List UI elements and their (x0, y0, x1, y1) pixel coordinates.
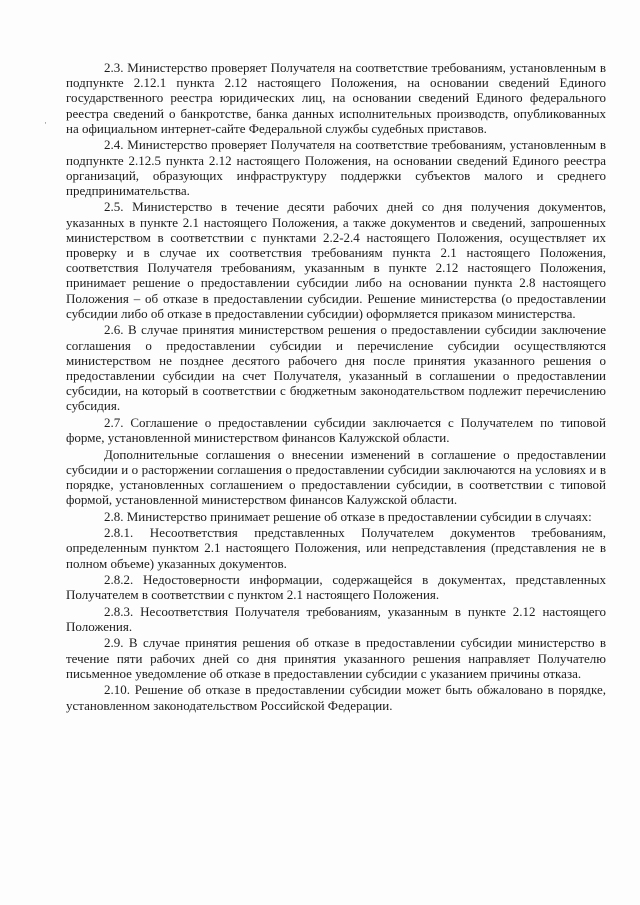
paragraph-2-3: 2.3. Министерство проверяет Получателя на соответствие требованиям, установленным в подпункте 2.12.1 пункта 2.12 настоящего Положения, на основании сведений Единого государственного реестра юридических лиц, на основании сведений Единого федерального реестра сведений о банкротстве, банка данных исполнительных производств, опубликованных на официальном интернет-сайте Федеральной службы судебных приставов. (66, 60, 606, 136)
paragraph-2-5: 2.5. Министерство в течение десяти рабочих дней со дня получения документов, указанных в пункте 2.1 настоящего Положения, а также документов и сведений, запрошенных министерством в соответствии с пунктами 2.2-2.4 настоящего Положения, осуществляет их проверку и в случае их соответствия требованиям пункта 2.1 настоящего Положения, соответствия Получателя требованиям, указанным в пункте 2.12 настоящего Положения, принимает решение о предоставлении субсидии либо на основании пункта 2.8 настоящего Положения – об отказе в предоставлении субсидии. Решение министерства (о предоставлении субсидии либо об отказе в предоставлении субсидии) оформляется приказом министерства. (66, 199, 606, 321)
paragraph-2-10: 2.10. Решение об отказе в предоставлении субсидии может быть обжаловано в порядке, установленном законодательством Российской Федерации. (66, 682, 606, 713)
paragraph-additional-agreements: Дополнительные соглашения о внесении изменений в соглашение о предоставлении субсидии и о расторжении соглашения о предоставлении субсидии заключаются на условиях и в порядке, установленных соглашением о предоставлении субсидии, в соответствии с типовой формой, установленной министерством финансов Калужской области. (66, 446, 606, 508)
document-body (66, 60, 606, 714)
paragraph-2-8-2: 2.8.2. Недостоверности информации, содержащейся в документах, представленных Получателем в соответствии с пунктом 2.1 настоящего Положения. (66, 572, 606, 603)
paragraph-2-9: 2.9. В случае принятия решения об отказе в предоставлении субсидии министерство в течение пяти рабочих дней со дня принятия указанного решения направляет Получателю письменное уведомление об отказе в предоставлении субсидии с указанием причины отказа. (66, 635, 606, 681)
paragraph-2-4: 2.4. Министерство проверяет Получателя на соответствие требованиям, установленным в подпункте 2.12.5 пункта 2.12 настоящего Положения, на основании сведений Единого реестра организаций, образующих инфраструктуру поддержки субъектов малого и среднего предпринимательства. (66, 137, 606, 198)
paragraph-2-6: 2.6. В случае принятия министерством решения о предоставлении субсидии заключение соглашения о предоставлении субсидии и перечисление субсидии осуществляются министерством не позднее десятого рабочего дня после принятия указанного решения о предоставлении субсидии на счет Получателя, указанный в соглашении о предоставлении субсидии, на который в соответствии с бюджетным законодательством подлежит перечислению субсидия. (66, 322, 606, 414)
paragraph-2-8-1: 2.8.1. Несоответствия представленных Получателем документов требованиям, определенным пунктом 2.1 настоящего Положения, или непредставления (представления не в полном объеме) указанных документов. (66, 525, 606, 571)
margin-mark: · (44, 118, 47, 128)
paragraph-2-8-3: 2.8.3. Несоответствия Получателя требованиям, указанным в пункте 2.12 настоящего Положения. (66, 603, 606, 634)
paragraph-2-7: 2.7. Соглашение о предоставлении субсидии заключается с Получателем по типовой форме, установленной министерством финансов Калужской области. (66, 414, 606, 446)
paragraph-2-8: 2.8. Министерство принимает решение об отказе в предоставлении субсидии в случаях: (104, 508, 592, 524)
